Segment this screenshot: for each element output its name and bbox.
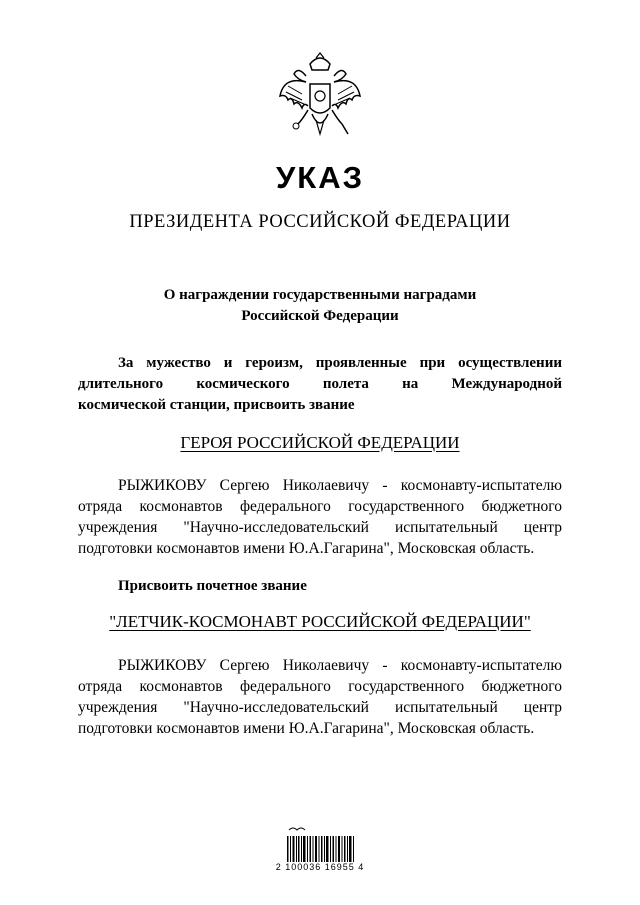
award-title-text: "ЛЕТЧИК-КОСМОНАВТ РОССИЙСКОЙ ФЕДЕРАЦИИ" (109, 612, 531, 631)
decree-subtitle: ПРЕЗИДЕНТА РОССИЙСКОЙ ФЕДЕРАЦИИ (129, 212, 511, 232)
award-title-hero (0, 433, 640, 453)
paragraph-line: космической станции, присвоить звание (78, 397, 355, 413)
paragraph-line: Присвоить почетное звание (118, 578, 307, 594)
award-recipient-paragraph (78, 655, 562, 739)
subject-line: Российской Федерации (241, 308, 399, 324)
paragraph-line: РЫЖИКОВУ Сергею Николаевичу - космонавту-испытателю (118, 477, 562, 494)
paragraph-line: отряда космонавтов федерального государственного бюджетного (78, 678, 562, 695)
paragraph-line: подготовки космонавтов имени Ю.А.Гагарина", Московская область. (78, 540, 535, 557)
decree-title: УКАЗ (275, 160, 364, 195)
award-title-cosmonaut (0, 612, 640, 632)
subject-line: О награждении государственными наградами (163, 287, 477, 303)
intro-paragraph (78, 353, 562, 416)
award-recipient-paragraph (78, 475, 562, 559)
barcode-number: 2 100036 16955 4 (275, 862, 365, 872)
award-intro-line (118, 576, 602, 597)
paragraph-line: отряда космонавтов федерального государственного бюджетного (78, 498, 562, 515)
russian-coat-of-arms-icon (276, 50, 364, 150)
paragraph-line: РЫЖИКОВУ Сергею Николаевичу - космонавту-испытателю (118, 657, 562, 674)
award-title-text: ГЕРОЯ РОССИЙСКОЙ ФЕДЕРАЦИИ (180, 433, 460, 452)
decree-subject (0, 285, 640, 327)
paragraph-line: За мужество и героизм, проявленные при осуществлении (118, 355, 562, 371)
paragraph-line: длительного космического полета на Международной (78, 376, 562, 392)
paragraph-line: учреждения "Научно-исследовательский испытательный центр (78, 699, 562, 716)
paragraph-line: учреждения "Научно-исследовательский испытательный центр (78, 519, 562, 536)
paragraph-line: подготовки космонавтов имени Ю.А.Гагарина", Московская область. (78, 720, 535, 737)
